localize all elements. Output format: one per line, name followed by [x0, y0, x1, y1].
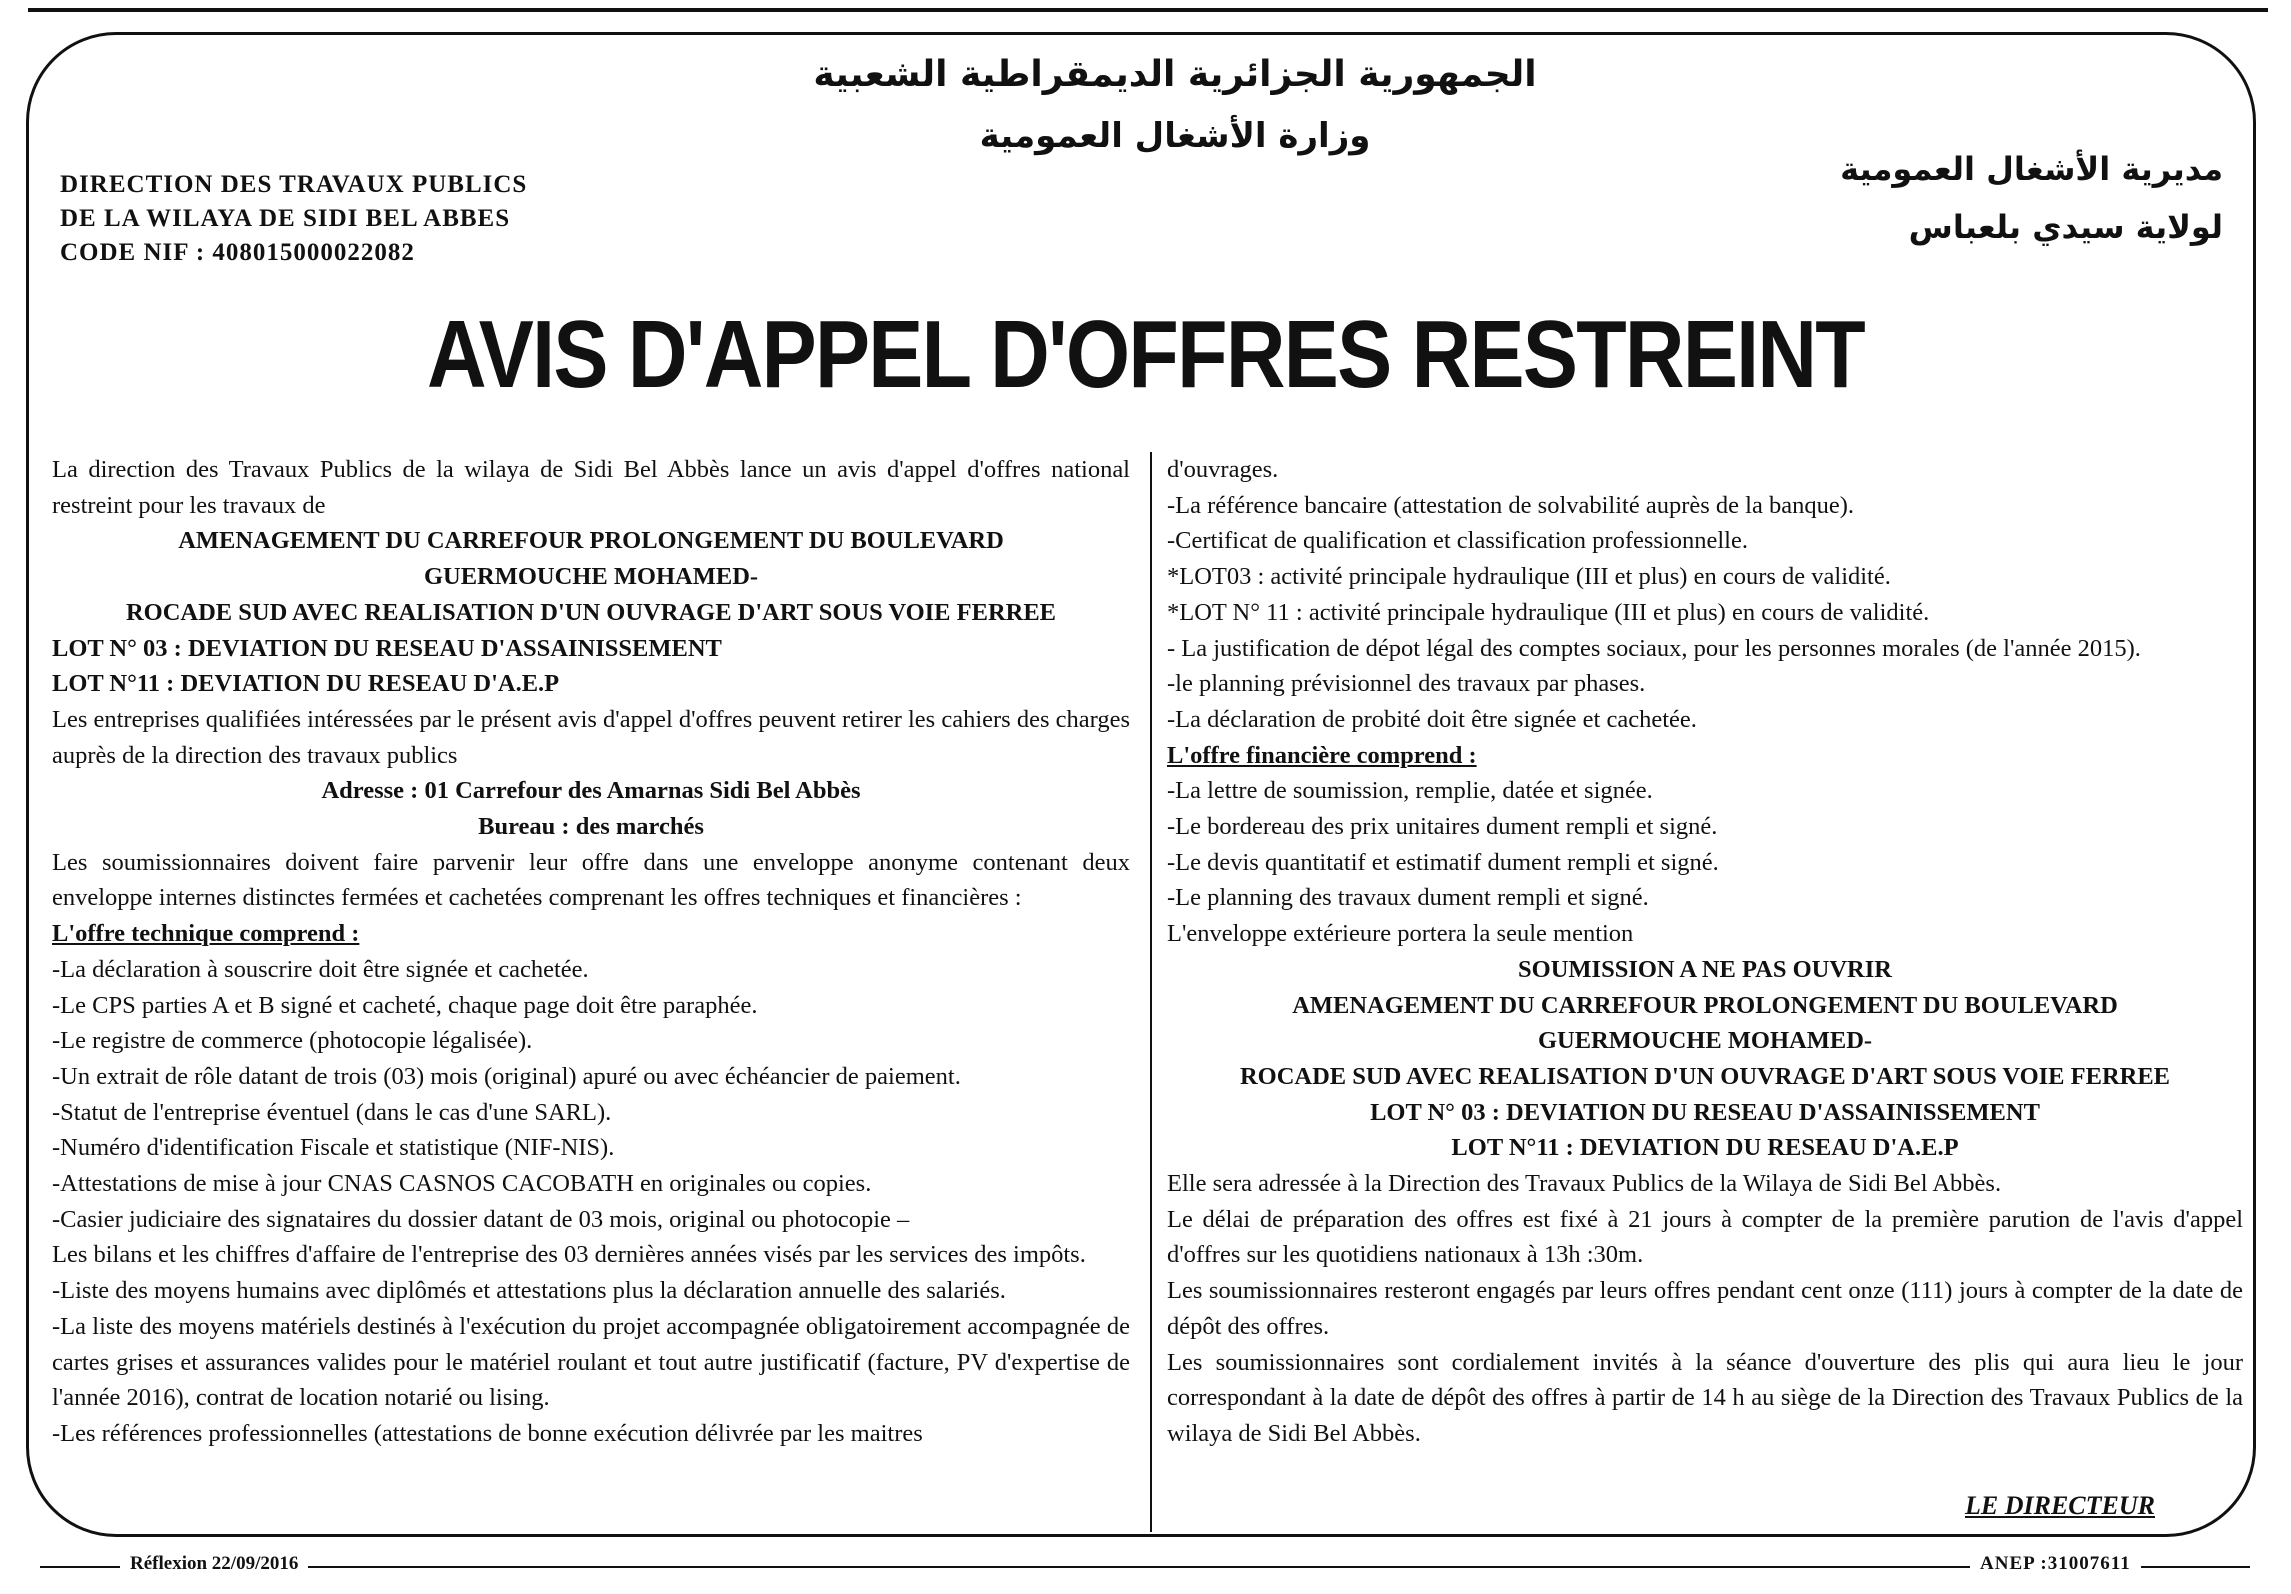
- project-title-line2: GUERMOUCHE MOHAMED-: [423, 563, 759, 591]
- list-item: -Le planning des travaux dument rempli et signé.: [1167, 884, 1649, 912]
- lot-03-label: LOT N° 03 : DEVIATION DU RESEAU D'ASSAINISSEMENT: [52, 634, 722, 662]
- list-item: -Attestations de mise à jour CNAS CASNOS CACOBATH en originales ou copies.: [52, 1170, 872, 1198]
- list-item: -Les références professionnelles (attestations de bonne exécution délivrée par les maitres: [52, 1419, 923, 1447]
- mention-line6: LOT N°11 : DEVIATION DU RESEAU D'A.E.P: [1451, 1134, 1959, 1162]
- list-item: -Le devis quantitatif et estimatif dument rempli et signé.: [1167, 848, 1719, 876]
- arabic-ministry-heading: وزارة الأشغال العمومية: [979, 116, 1371, 156]
- mention-line4: ROCADE SUD AVEC REALISATION D'UN OUVRAGE D'ART SOUS VOIE FERREE: [1239, 1062, 2171, 1090]
- mention-line1: SOUMISSION A NE PAS OUVRIR: [1518, 955, 1892, 983]
- footer-rule: [40, 1566, 2250, 1568]
- mention-line3: GUERMOUCHE MOHAMED-: [1537, 1027, 1873, 1055]
- submission-paragraph: Les soumissionnaires doivent faire parvenir leur offre dans une enveloppe anonyme contenant deux enveloppe internes distinctes fermées et cachetées comprenant les offres techniques et financières :: [52, 848, 1130, 912]
- issuer-block: [60, 168, 527, 270]
- lot-11-label: LOT N°11 : DEVIATION DU RESEAU D'A.E.P: [52, 670, 560, 698]
- address-line: Adresse : 01 Carrefour des Amarnas Sidi Bel Abbès: [321, 777, 861, 805]
- signature-director: LE DIRECTEUR: [1965, 1491, 2155, 1520]
- footer-anep: ANEP :31007611: [1970, 1553, 2141, 1575]
- issuer-line1: DIRECTION DES TRAVAUX PUBLICS: [60, 171, 528, 198]
- list-item: -La déclaration de probité doit être signée et cachetée.: [1167, 705, 1697, 733]
- list-item: -La lettre de soumission, remplie, datée et signée.: [1167, 777, 1653, 805]
- list-item: -Un extrait de rôle datant de trois (03) mois (original) apuré ou avec échéancier de paiement.: [52, 1062, 961, 1090]
- financial-offer-heading: L'offre financière comprend :: [1167, 741, 1477, 769]
- list-item: -Statut de l'entreprise éventuel (dans le cas d'une SARL).: [52, 1098, 612, 1126]
- closing-paragraph: Les soumissionnaires sont cordialement invités à la séance d'ouverture des plis qui aura lieu le jour correspondant à la date de dépôt des offres à partir de 14 h au siège de la Direction des Travaux Publics de la wilaya de Sidi Bel Abbès.: [1167, 1348, 2243, 1447]
- notice-title: AVIS D'APPEL D'OFFRES RESTREINT: [426, 301, 1865, 408]
- issuer-nif: CODE NIF : 408015000022082: [60, 239, 415, 266]
- intro-paragraph: La direction des Travaux Publics de la wilaya de Sidi Bel Abbès lance un avis d'appel d'offres national restreint pour les travaux de: [52, 456, 1130, 519]
- list-item: - La justification de dépot légal des comptes sociaux, pour les personnes morales (de l'année 2015).: [1167, 634, 2141, 662]
- list-item: -Liste des moyens humains avec diplômés et attestations plus la déclaration annuelle des salariés.: [52, 1277, 1006, 1305]
- mention-line5: LOT N° 03 : DEVIATION DU RESEAU D'ASSAINISSEMENT: [1370, 1098, 2040, 1126]
- list-item: -Numéro d'identification Fiscale et statistique (NIF-NIS).: [52, 1134, 615, 1162]
- list-item: -Le CPS parties A et B signé et cacheté, chaque page doit être paraphée.: [52, 991, 758, 1019]
- list-item: -La liste des moyens matériels destinés à l'exécution du projet accompagnée obligatoirement accompagnée de cartes grises et assurances valides pour le matériel roulant et tout autre justificatif (facture, PV d'expertise de l'année 2016), contrat de location notarié ou lising.: [52, 1312, 1130, 1412]
- list-item: -Certificat de qualification et classification professionnelle.: [1167, 527, 1748, 555]
- list-item: -Le registre de commerce (photocopie légalisée).: [52, 1027, 533, 1055]
- top-rule: [28, 8, 2268, 12]
- project-title-line3: ROCADE SUD AVEC REALISATION D'UN OUVRAGE D'ART SOUS VOIE FERREE: [125, 598, 1057, 626]
- arabic-direction-line1: مديرية الأشغال العمومية: [1840, 150, 2223, 188]
- arabic-direction-line2: لولاية سيدي بلعباس: [1908, 208, 2223, 246]
- list-item: -La référence bancaire (attestation de solvabilité auprès de la banque).: [1167, 491, 1855, 519]
- list-item: -Le bordereau des prix unitaires dument rempli et signé.: [1167, 813, 1718, 841]
- technical-offer-heading: L'offre technique comprend :: [52, 920, 360, 948]
- column-divider: [1150, 452, 1152, 1532]
- right-column: [1167, 452, 2243, 1452]
- list-item: d'ouvrages.: [1167, 456, 1279, 483]
- list-item: *LOT N° 11 : activité principale hydraulique (III et plus) en cours de validité.: [1167, 598, 1930, 626]
- list-item: Les bilans et les chiffres d'affaire de l'entreprise des 03 dernières années visés par les services des impôts.: [52, 1241, 1086, 1269]
- project-title-line1: AMENAGEMENT DU CARREFOUR PROLONGEMENT DU BOULEVARD: [178, 527, 1004, 555]
- mention-line2: AMENAGEMENT DU CARREFOUR PROLONGEMENT DU BOULEVARD: [1292, 991, 2118, 1019]
- closing-paragraph: Le délai de préparation des offres est fixé à 21 jours à compter de la première parution de l'avis d'appel d'offres sur les quotidiens nationaux à 13h :30m.: [1167, 1205, 2243, 1269]
- left-column: [52, 452, 1130, 1452]
- footer-publication: Réflexion 22/09/2016: [120, 1553, 308, 1575]
- list-item: -La déclaration à souscrire doit être signée et cachetée.: [52, 955, 589, 983]
- bureau-line: Bureau : des marchés: [478, 813, 704, 841]
- list-item: -le planning prévisionnel des travaux par phases.: [1167, 670, 1646, 698]
- closing-paragraph: Les soumissionnaires resteront engagés par leurs offres pendant cent onze (111) jours à compter de la date de dépôt des offres.: [1167, 1277, 2243, 1340]
- list-item: -Casier judiciaire des signataires du dossier datant de 03 mois, original ou photocopie –: [52, 1205, 910, 1233]
- list-item: L'enveloppe extérieure portera la seule mention: [1167, 920, 1634, 948]
- closing-paragraph: Elle sera adressée à la Direction des Travaux Publics de la Wilaya de Sidi Bel Abbès.: [1167, 1170, 2002, 1198]
- retrait-paragraph: Les entreprises qualifiées intéressées par le présent avis d'appel d'offres peuvent retirer les cahiers des charges auprès de la direction des travaux publics: [52, 705, 1130, 769]
- arabic-republic-heading: الجمهورية الجزائرية الديمقراطية الشعبية: [813, 54, 1537, 95]
- list-item: *LOT03 : activité principale hydraulique (III et plus) en cours de validité.: [1167, 563, 1891, 591]
- issuer-line2: DE LA WILAYA DE SIDI BEL ABBES: [60, 205, 511, 232]
